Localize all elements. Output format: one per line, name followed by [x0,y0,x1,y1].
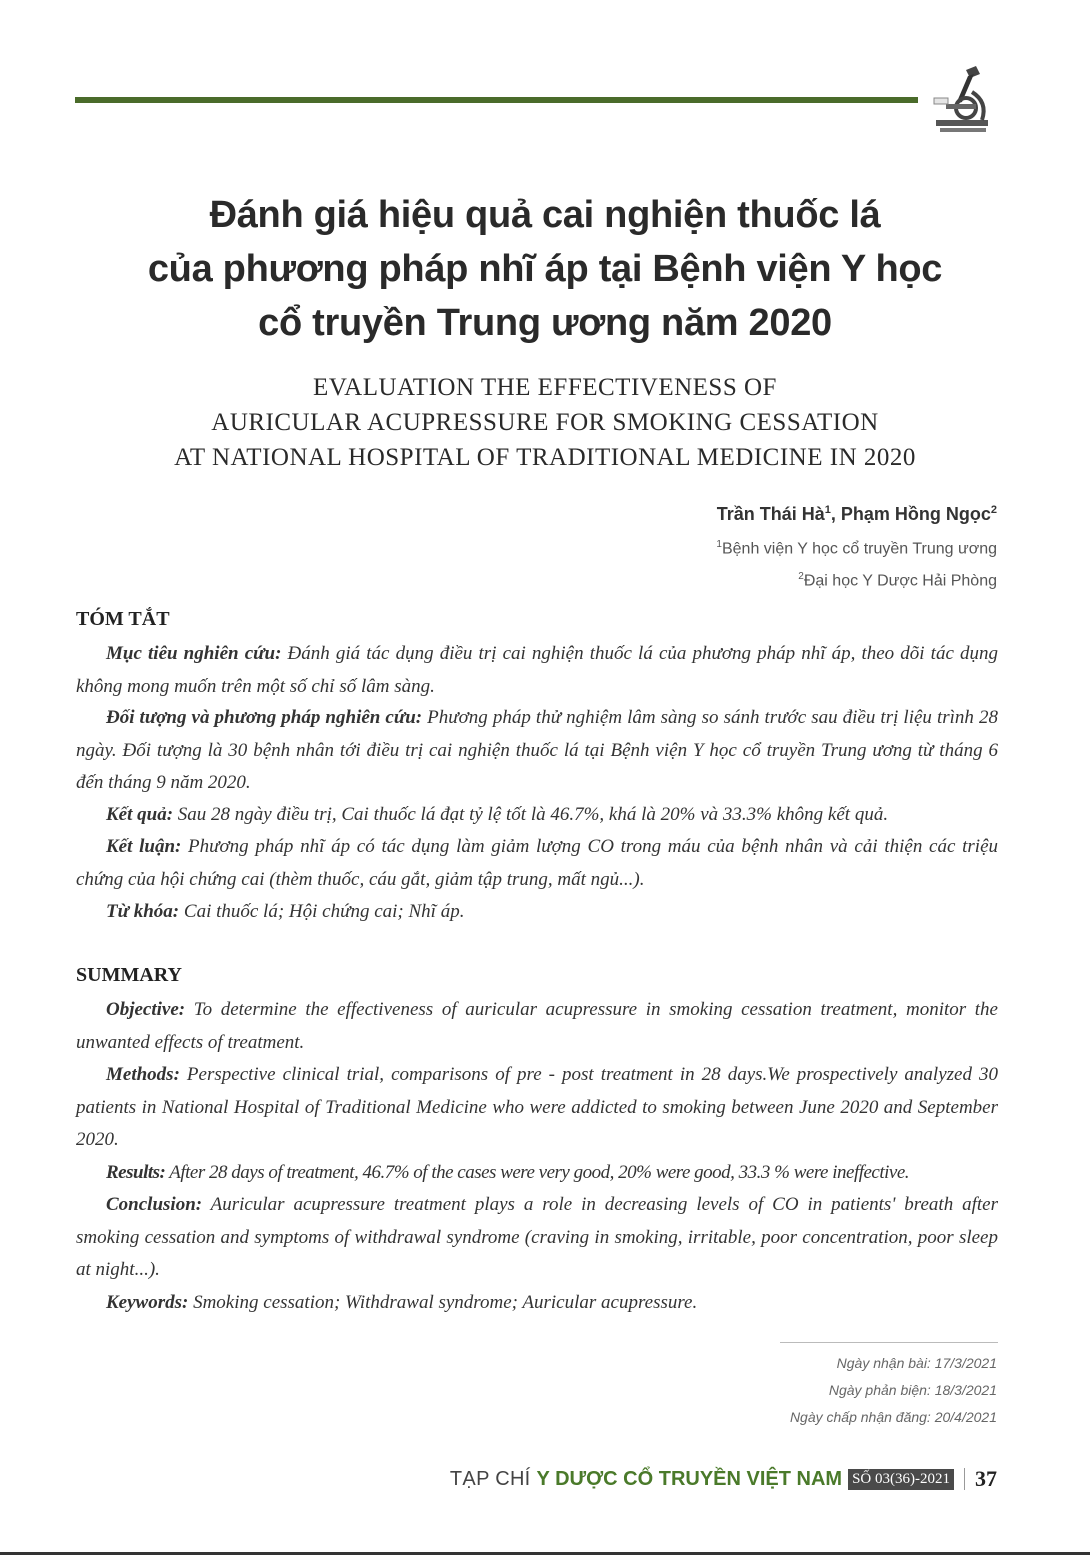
abstract-en-conclusion [76,1189,998,1287]
keywords-label: Keywords: [106,1292,189,1313]
conclusion-label: Conclusion: [106,1194,203,1215]
bottom-rule [0,1552,1090,1555]
objective-text: Đánh giá tác dụng điều trị cai nghiện thuốc lá của phương pháp nhĩ áp, theo dõi tác dụng không mong muốn trên một số chỉ số lâm sàng. [76,643,998,697]
title-en-line: AT NATIONAL HOSPITAL OF TRADITIONAL MEDICINE IN 2020 [174,444,916,471]
microscope-icon [926,62,996,137]
methods-text: Phương pháp thử nghiệm lâm sàng so sánh trước sau điều trị liệu trình 28 ngày. Đối tượng là 30 bệnh nhân tới điều trị cai nghiện thuốc lá tại Bệnh viện Y học cổ truyền Trung ương từ tháng 6 đến tháng 9 năm 2020. [76,707,998,793]
affiliation [798,571,997,590]
title-line: của phương pháp nhĩ áp tại Bệnh viện Y học [147,248,943,290]
title-en-line: EVALUATION THE EFFECTIVENESS OF [313,374,777,401]
abstract-vi-results [76,799,998,832]
title-line: cổ truyền Trung ương năm 2020 [258,302,832,344]
keywords-text: Smoking cessation; Withdrawal syndrome; Auricular acupressure. [188,1292,698,1313]
issue-badge: SỐ 03(36)-2021 [848,1469,954,1490]
results-text: After 28 days of treatment, 46.7% of the cases were very good, 20% were good, 33.3 % were ineffective. [165,1162,910,1183]
article-title-en [60,370,1030,475]
conclusion-text: Auricular acupressure treatment plays a role in decreasing levels of CO in patients' breath after smoking cessation and symptoms of withdrawal syndrome (craving in smoking, irritable, poor concentration, poor sleep at night...). [76,1194,998,1280]
author-name: Phạm Hồng Ngọc [840,504,991,524]
journal-prefix: TẠP CHÍ [449,1467,531,1490]
author-affiliation-mark: 2 [990,504,997,516]
affiliation-text: Bệnh viện Y học cổ truyền Trung ương [721,540,997,558]
affiliation-mark: 1 [716,539,722,550]
header-rule [75,97,918,103]
page-number: 37 [975,1466,997,1491]
page-footer [450,1466,997,1492]
abstract-en-keywords [76,1287,998,1320]
author-affiliation-mark: 1 [824,504,831,516]
article-title-vi [60,188,1030,350]
methods-label: Methods: [106,1064,180,1085]
results-label: Kết quả: [106,804,174,825]
abstract-en-methods [76,1059,998,1157]
objective-label: Objective: [106,999,186,1020]
author-separator: , [830,504,841,524]
results-text: Sau 28 ngày điều trị, Cai thuốc lá đạt tỷ lệ tốt là 46.7%, khá là 20% và 33.3% không kết quả. [173,804,889,825]
journal-name: Y DƯỢC CỔ TRUYỀN VIỆT NAM [536,1467,843,1490]
abstract-en-objective [76,994,998,1059]
date-reviewed: Ngày phản biện: 18/3/2021 [828,1382,997,1398]
affiliation-mark: 2 [798,571,804,582]
abstract-vi-methods [76,702,998,800]
keywords-text: Cai thuốc lá; Hội chứng cai; Nhĩ áp. [179,901,465,922]
article-dates [790,1350,997,1431]
affiliation [716,539,997,558]
affiliation-text: Đại học Y Dược Hải Phòng [803,572,997,590]
abstract-vi-conclusion [76,831,998,896]
objective-label: Mục tiêu nghiên cứu: [106,643,282,664]
footer-divider [964,1468,965,1490]
conclusion-text: Phương pháp nhĩ áp có tác dụng làm giảm lượng CO trong máu của bệnh nhân và cải thiện các triệu chứng của hội chứng cai (thèm thuốc, cáu gắt, giảm tập trung, mất ngủ...). [76,836,998,890]
date-accepted: Ngày chấp nhận đăng: 20/4/2021 [789,1409,997,1425]
authors [717,504,997,525]
dates-divider [780,1342,998,1343]
abstract-en-heading: SUMMARY [76,964,182,986]
date-received: Ngày nhận bài: 17/3/2021 [836,1355,997,1371]
author-name: Trần Thái Hà [716,504,825,524]
title-line: Đánh giá hiệu quả cai nghiện thuốc lá [209,194,881,236]
abstract-en-results [76,1157,998,1190]
objective-text: To determine the effectiveness of auricular acupressure in smoking cessation treatment, monitor the unwanted effects of treatment. [76,999,998,1053]
title-en-line: AURICULAR ACUPRESSURE FOR SMOKING CESSATION [211,409,879,436]
keywords-label: Từ khóa: [106,901,180,922]
conclusion-label: Kết luận: [106,836,182,857]
methods-label: Đối tượng và phương pháp nghiên cứu: [106,707,423,728]
results-label: Results: [106,1162,166,1183]
methods-text: Perspective clinical trial, comparisons of pre - post treatment in 28 days.We prospectively analyzed 30 patients in National Hospital of Traditional Medicine who were addicted to smoking between June 2020 and September 2020. [76,1064,998,1150]
abstract-vi-keywords [76,896,998,929]
abstract-vi-heading: TÓM TẮT [76,608,170,630]
abstract-vi-objective [76,638,998,703]
